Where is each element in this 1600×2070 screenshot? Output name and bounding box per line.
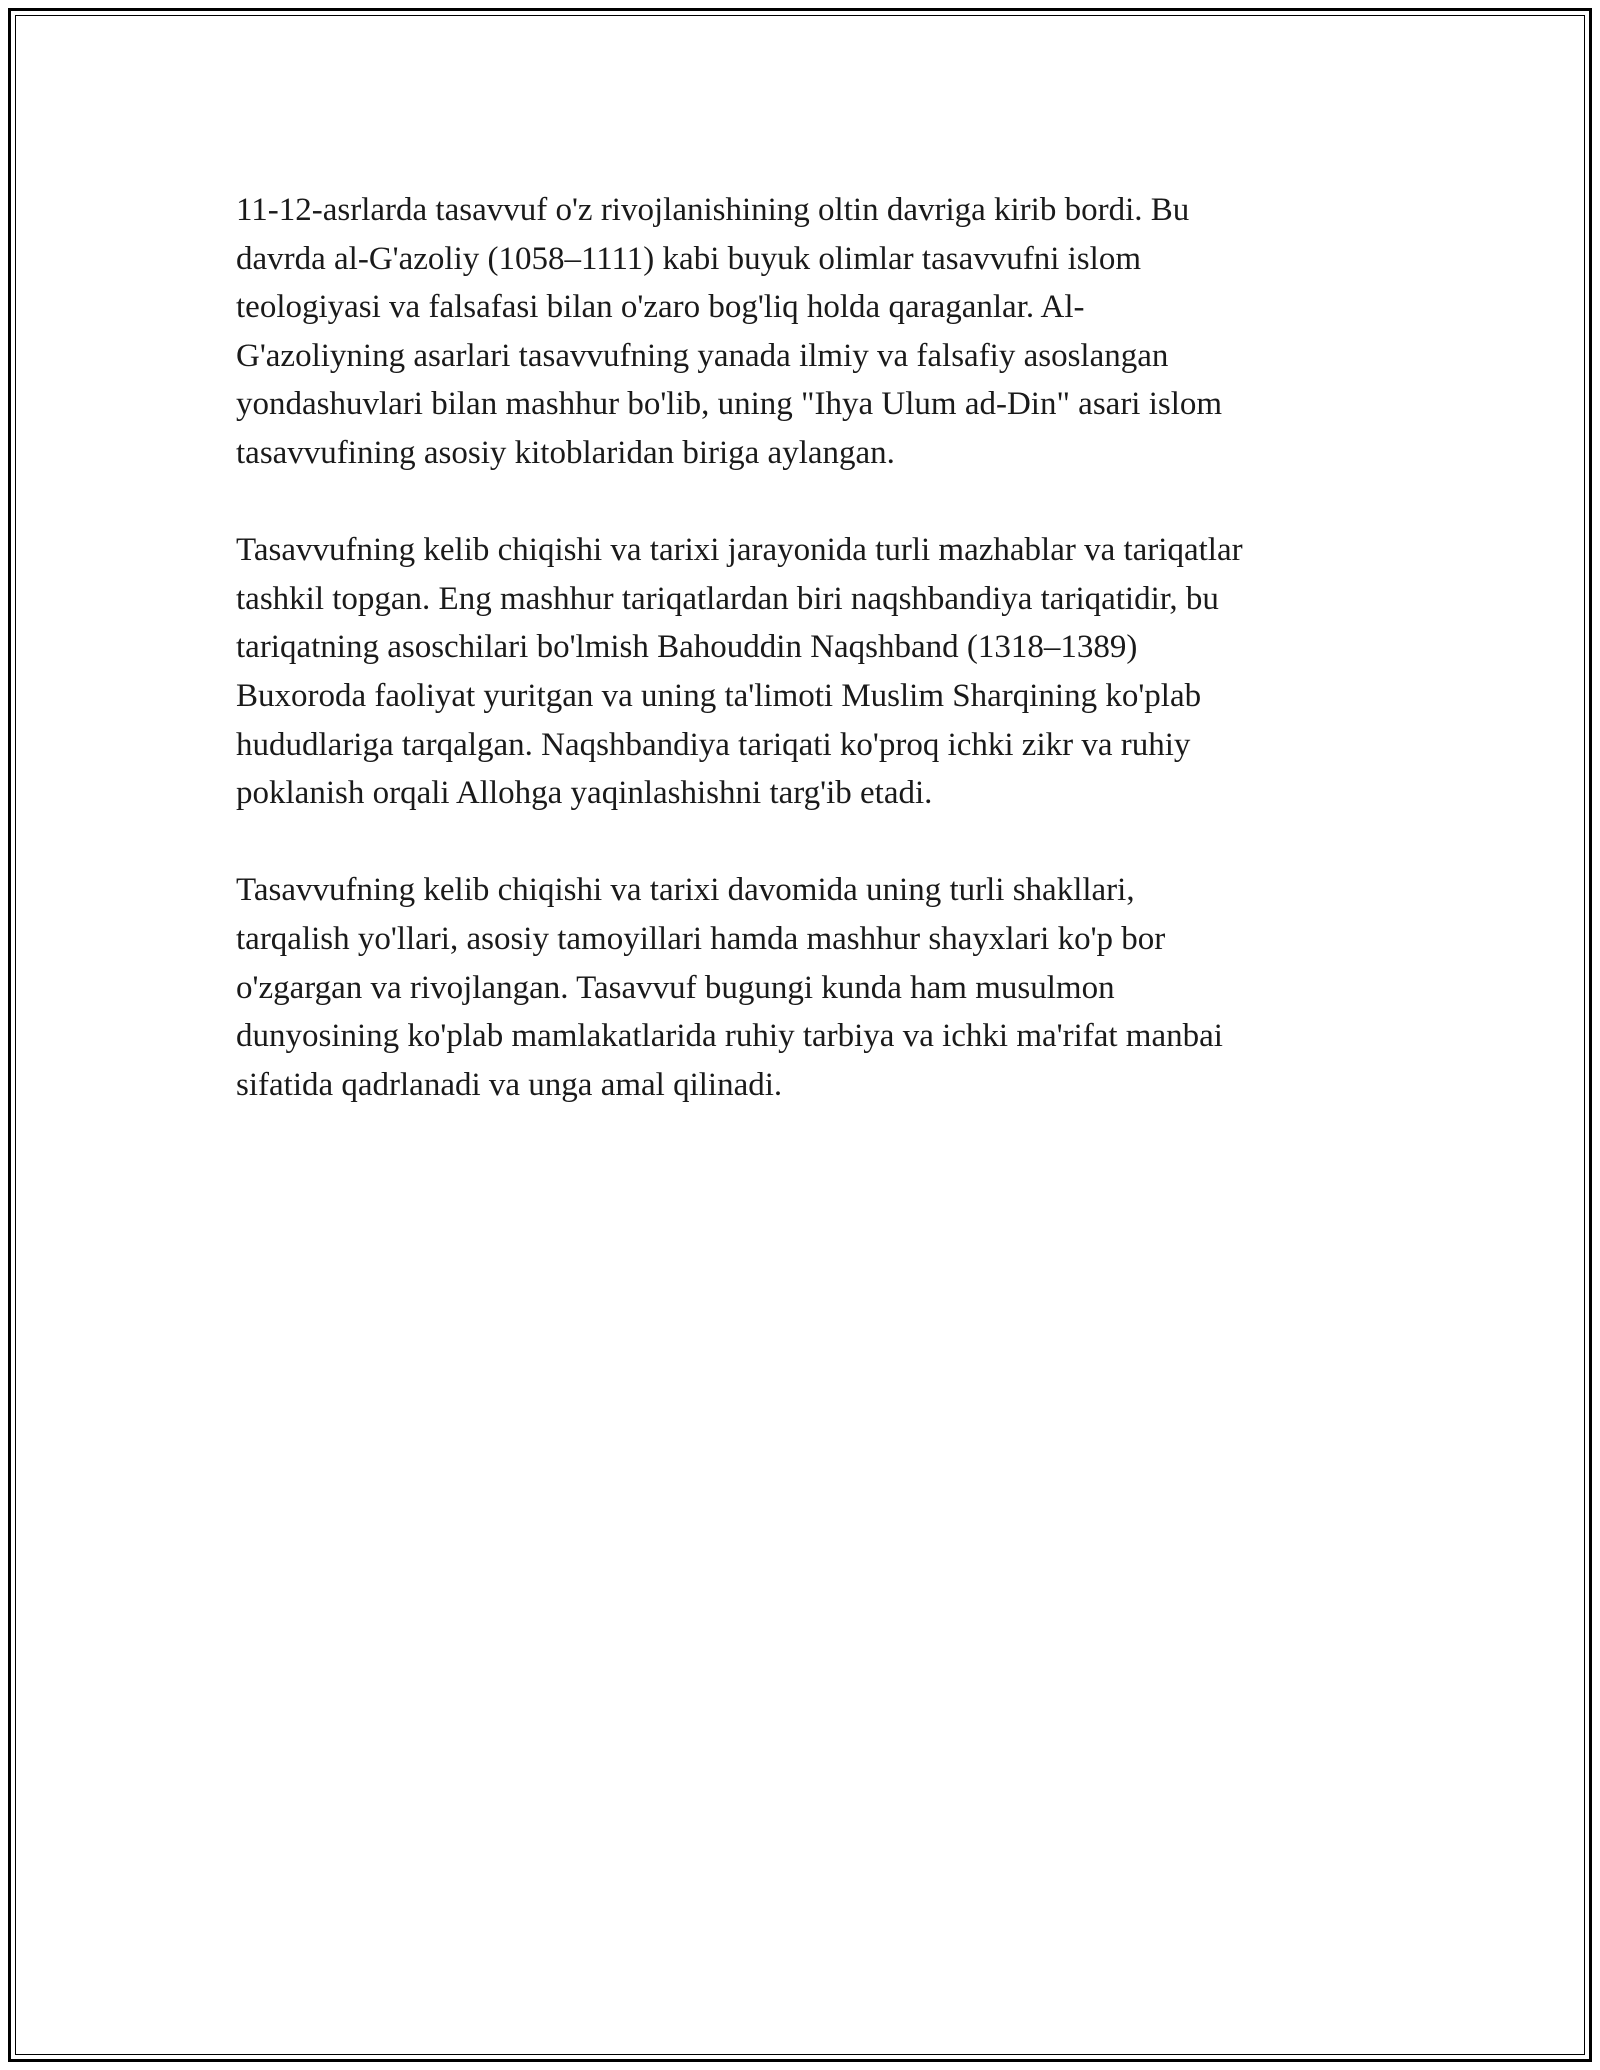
text-line: yondashuvlari bilan mashhur bo'lib, uning "Ihya Ulum ad-Din" asari islom	[236, 386, 1223, 423]
paragraph-modern-day	[236, 866, 1386, 1109]
text-line: hududlariga tarqalgan. Naqshbandiya tariqati ko'proq ichki zikr va ruhiy	[236, 726, 1191, 763]
text-line: 11-12-asrlarda tasavvuf o'z rivojlanishining oltin davriga kirib bordi. Bu	[236, 192, 1190, 228]
text-line: Tasavvufning kelib chiqishi va tarixi jarayonida turli mazhablar va tariqatlar	[236, 532, 1243, 569]
text-line: poklanish orqali Allohga yaqinlashishni targ'ib etadi.	[236, 775, 933, 812]
text-line: Tasavvufning kelib chiqishi va tarixi davomida uning turli shakllari,	[236, 872, 1135, 909]
paragraph-tariqats	[236, 526, 1386, 818]
text-line: G'azoliyning asarlari tasavvufning yanada ilmiy va falsafiy asoslangan	[236, 337, 1169, 374]
text-line: tasavvufining asosiy kitoblaridan biriga aylangan.	[236, 434, 895, 471]
text-line: tashkil topgan. Eng mashhur tariqatlardan biri naqshbandiya tariqatidir, bu	[236, 580, 1219, 617]
text-line: Buxoroda faoliyat yuritgan va uning ta'limoti Muslim Sharqining ko'plab	[236, 677, 1202, 714]
text-line: o'zgargan va rivojlangan. Tasavvuf bugungi kunda ham musulmon	[236, 969, 1115, 1006]
text-line: teologiyasi va falsafasi bilan o'zaro bog'liq holda qaraganlar. Al-	[236, 289, 1085, 326]
text-line: davrda al-G'azoliy (1058–1111) kabi buyuk olimlar tasavvufni islom	[236, 240, 1141, 277]
text-line: sifatida qadrlanadi va unga amal qilinadi.	[236, 1066, 783, 1103]
paragraph-golden-age	[236, 186, 1386, 478]
document-body	[236, 186, 1386, 1158]
text-line: tarqalish yo'llari, asosiy tamoyillari hamda mashhur shayxlari ko'p bor	[236, 920, 1166, 957]
text-line: tariqatning asoschilari bo'lmish Bahouddin Naqshband (1318–1389)	[236, 629, 1138, 666]
text-line: dunyosining ko'plab mamlakatlarida ruhiy tarbiya va ichki ma'rifat manbai	[236, 1018, 1223, 1055]
